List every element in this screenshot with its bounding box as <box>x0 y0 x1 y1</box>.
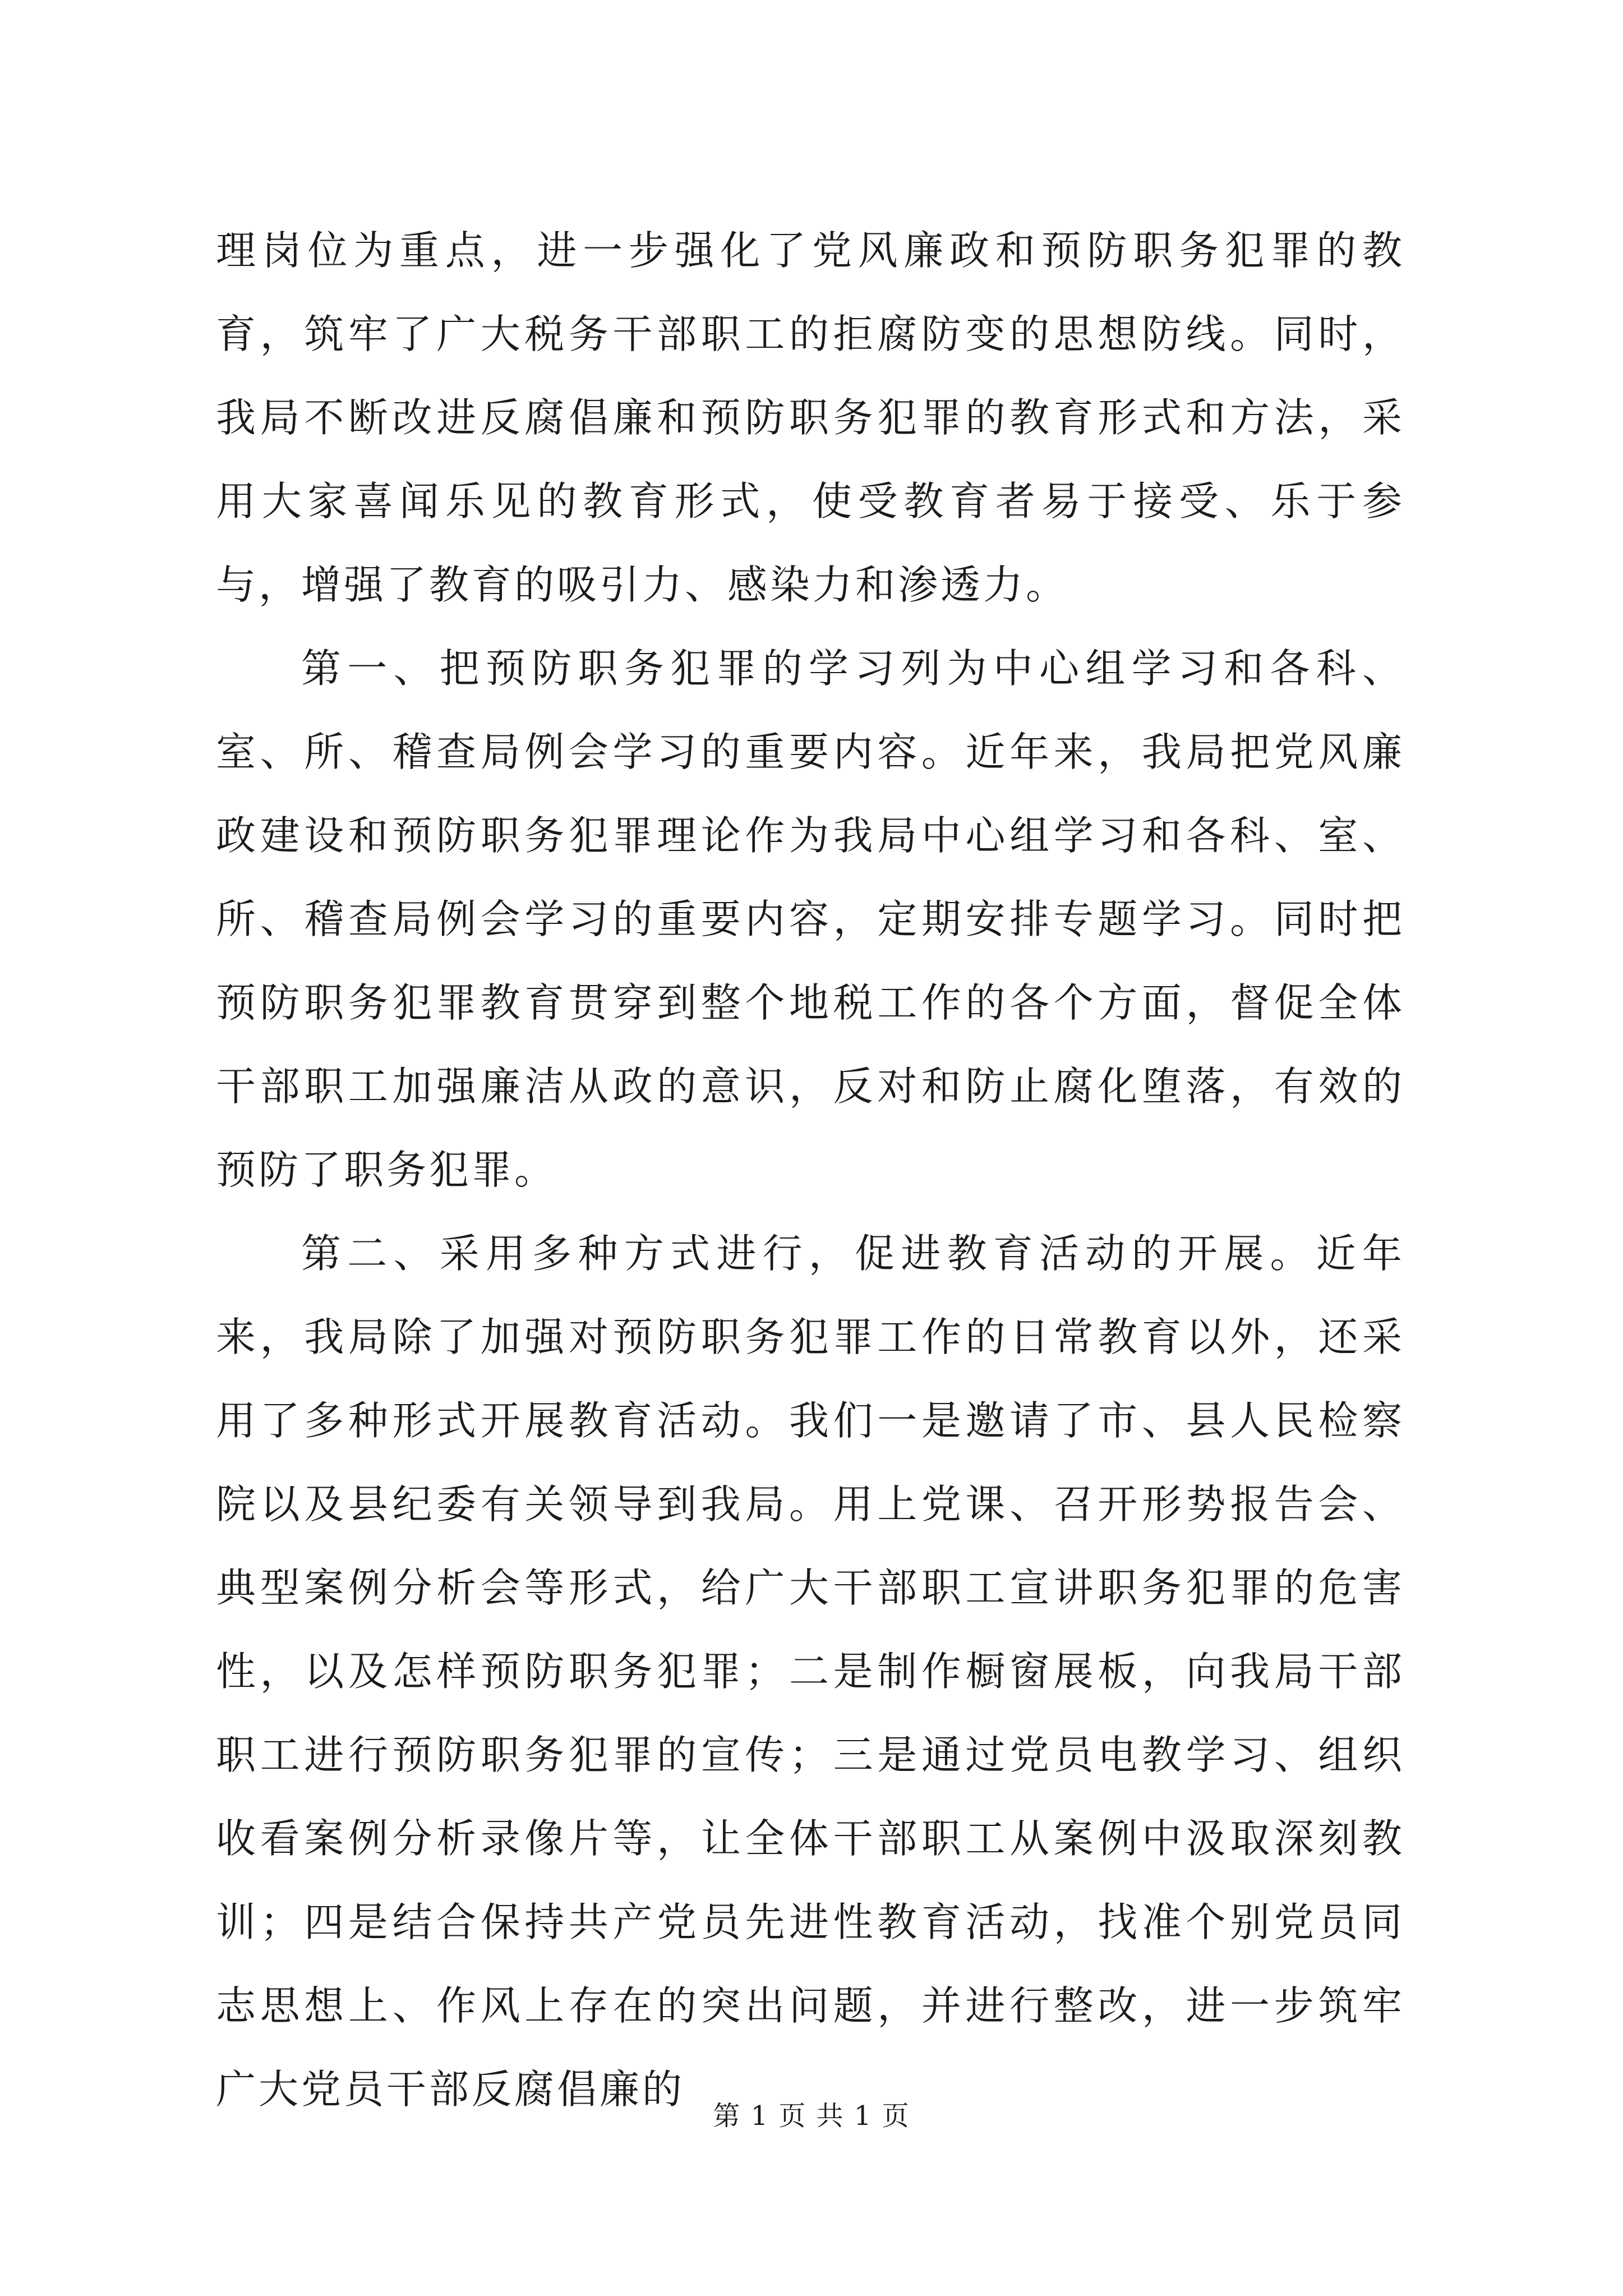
paragraph-point-one: 第一、把预防职务犯罪的学习列为中心组学习和各科、室、所、稽查局例会学习的重要内容。近年来，我局把党风廉政建设和预防职务犯罪理论作为我局中心组学习和各科、室、所、稽查局例会学习的重要内容，定期安排专题学习。同时把预防职务犯罪教育贯穿到整个地税工作的各个方面，督促全体干部职工加强廉洁从政的意识，反对和防止腐化堕落，有效的预防了职务犯罪。 <box>216 645 1405 1193</box>
paragraph-continuation: 理岗位为重点，进一步强化了党风廉政和预防职务犯罪的教育，筑牢了广大税务干部职工的拒腐防变的思想防线。同时，我局不断改进反腐倡廉和预防职务犯罪的教育形式和方法，采用大家喜闻乐见的教育形式，使受教育者易于接受、乐于参与，增强了教育的吸引力、感染力和渗透力。 <box>216 227 1405 608</box>
document-body <box>216 209 1405 2131</box>
page-footer <box>0 2099 1623 2133</box>
page-number-label: 第 1 页 共 1 页 <box>713 2100 910 2132</box>
paragraph-point-two: 第二、采用多种方式进行，促进教育活动的开展。近年来，我局除了加强对预防职务犯罪工作的日常教育以外，还采用了多种形式开展教育活动。我们一是邀请了市、县人民检察院以及县纪委有关领导到我局。用上党课、召开形势报告会、典型案例分析会等形式，给广大干部职工宣讲职务犯罪的危害性，以及怎样预防职务犯罪；二是制作橱窗展板，向我局干部职工进行预防职务犯罪的宣传；三是通过党员电教学习、组织收看案例分析录像片等，让全体干部职工从案例中汲取深刻教训；四是结合保持共产党员先进性教育活动，找准个别党员同志思想上、作风上存在的突出问题，并进行整改，进一步筑牢广大党员干部反腐倡廉的 <box>216 1230 1405 2113</box>
